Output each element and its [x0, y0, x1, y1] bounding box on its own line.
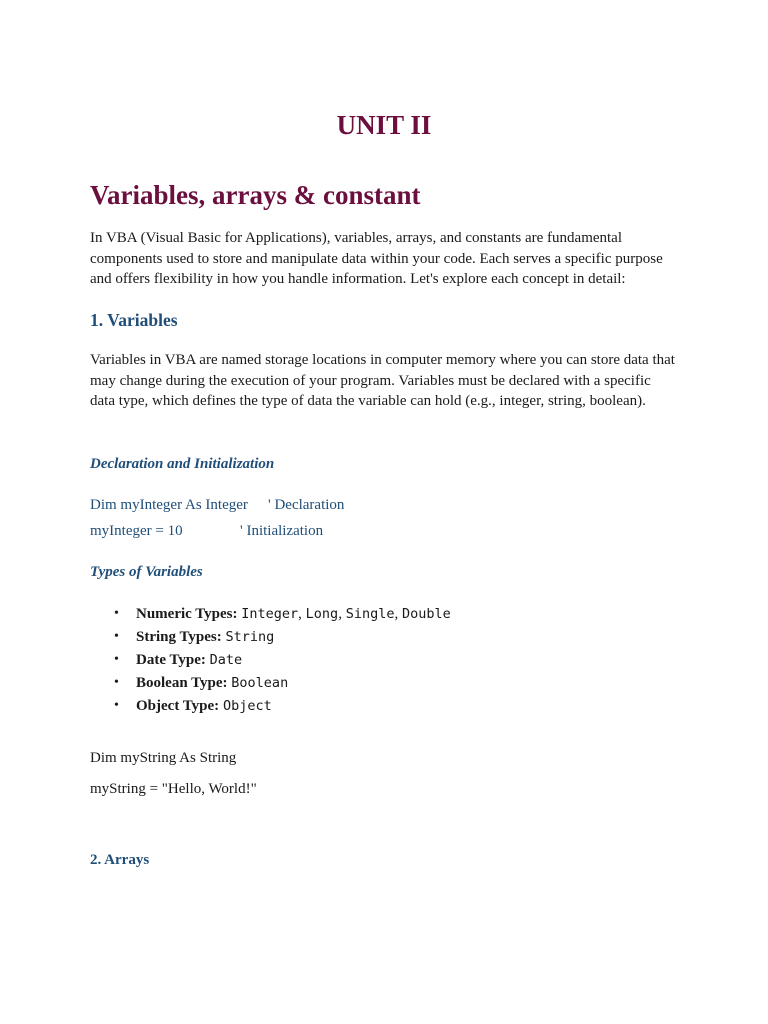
type-label: String Types: [136, 629, 222, 645]
type-value: Integer [241, 606, 299, 622]
bullet-icon: • [114, 675, 119, 690]
code-comment: ' Initialization [240, 523, 324, 539]
type-value: Object [222, 698, 272, 714]
type-value: Date [209, 652, 243, 668]
variable-types-list [90, 603, 451, 718]
code-comment: ' Declaration [268, 497, 345, 513]
list-item [90, 672, 451, 695]
type-value: Boolean [231, 675, 289, 691]
bullet-icon: • [114, 698, 119, 713]
type-value: String [225, 629, 275, 645]
list-item: • Numeric Types: Integer, Long, Single, Double [90, 603, 451, 626]
type-value: Double [401, 606, 451, 622]
code-line [90, 521, 324, 541]
type-label: Boolean Type: [136, 675, 228, 691]
bullet-icon: • [114, 606, 119, 621]
types-heading: Types of Variables [90, 564, 203, 580]
type-label: Numeric Types: [136, 606, 238, 622]
intro-paragraph: In VBA (Visual Basic for Applications), variables, arrays, and constants are fundamental components used to store and manipulate data within your code. Each serves a specific purpose and offers flexibility in how you handle information. Let's explore each concept in detail: [90, 230, 663, 287]
list-item [90, 695, 451, 718]
variables-description: Variables in VBA are named storage locations in computer memory where you can store data that may change during the execution of your program. Variables must be declared with a specific data type, which defines the type of data the variable can hold (e.g., integer, string, boolean). [90, 352, 675, 409]
code-statement: myInteger = 10 [90, 523, 183, 539]
type-label: Date Type: [136, 652, 206, 668]
unit-title: UNIT II [336, 110, 432, 140]
example-line: Dim myString As String [90, 750, 237, 766]
example-line: myString = "Hello, World!" [90, 781, 257, 797]
section-heading-arrays: 2. Arrays [90, 852, 150, 868]
declaration-heading: Declaration and Initialization [90, 456, 275, 472]
code-statement: Dim myInteger As Integer [90, 497, 248, 513]
bullet-icon: • [114, 629, 119, 644]
bullet-icon: • [114, 652, 119, 667]
type-value: Single [345, 606, 395, 622]
type-value: Long [305, 606, 339, 622]
code-line [90, 495, 345, 515]
list-item [90, 626, 451, 649]
chapter-title: Variables, arrays & constant [90, 180, 421, 210]
type-label: Object Type: [136, 698, 220, 714]
list-item [90, 649, 451, 672]
section-heading-variables: 1. Variables [90, 310, 178, 330]
